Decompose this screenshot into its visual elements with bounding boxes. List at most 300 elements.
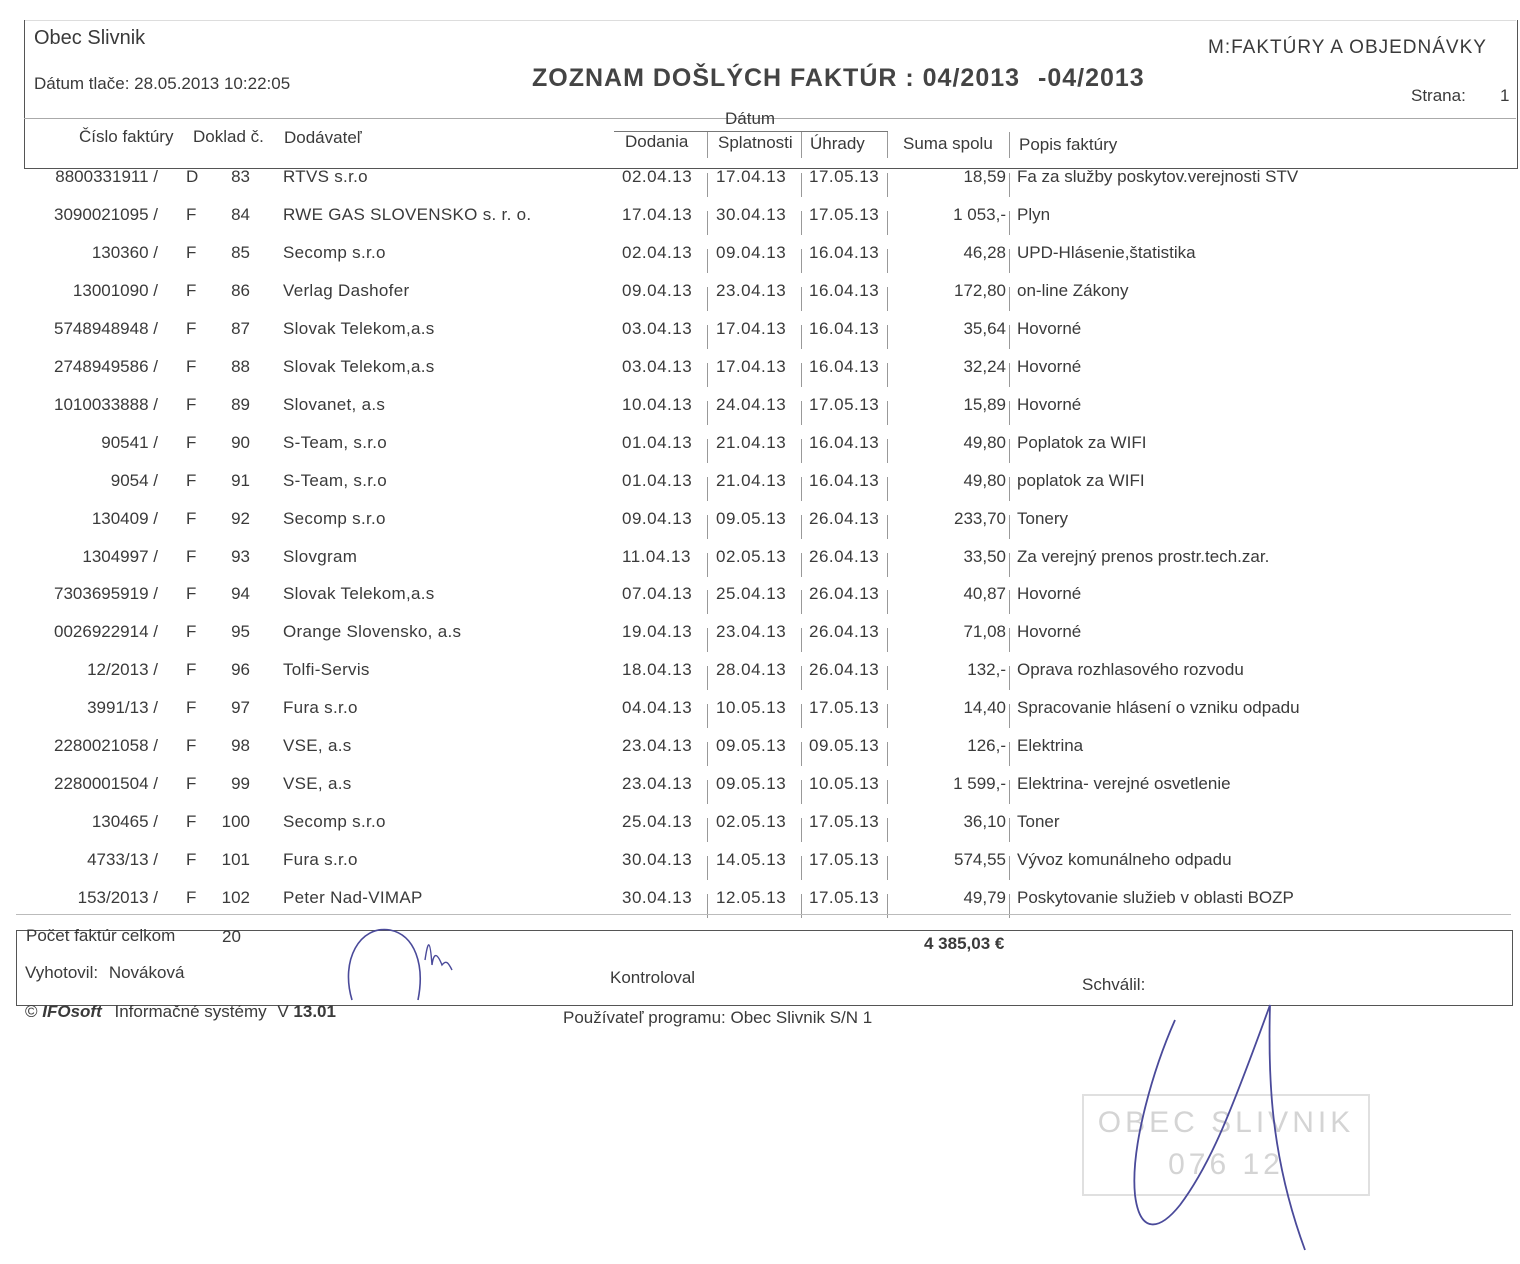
document-number: 101 bbox=[221, 850, 250, 870]
due-date: 09.05.13 bbox=[716, 736, 787, 756]
column-divider bbox=[1009, 553, 1010, 577]
delivery-date: 25.04.13 bbox=[622, 812, 693, 832]
table-row bbox=[0, 660, 1520, 698]
column-divider bbox=[707, 249, 708, 273]
column-divider bbox=[1009, 211, 1010, 235]
document-type: F bbox=[186, 660, 197, 680]
supplier-name: Fura s.r.o bbox=[283, 698, 358, 718]
period-to: 04/2013 bbox=[1047, 64, 1145, 92]
description: Hovorné bbox=[1017, 356, 1082, 376]
document-type: F bbox=[186, 432, 197, 452]
supplier-name: Slovgram bbox=[283, 546, 358, 566]
column-divider bbox=[801, 211, 802, 235]
delivery-date: 02.04.13 bbox=[622, 167, 693, 186]
column-divider bbox=[801, 780, 802, 804]
delivery-date: 04.04.13 bbox=[622, 698, 693, 718]
column-divider bbox=[801, 515, 802, 539]
amount: 46,28 bbox=[963, 242, 1006, 262]
supplier-name: Fura s.r.o bbox=[283, 850, 358, 870]
column-divider bbox=[1009, 666, 1010, 690]
print-date-value: 28.05.2013 10:22:05 bbox=[134, 74, 291, 93]
delivery-date: 11.04.13 bbox=[622, 546, 691, 566]
program-user-label: Používateľ programu: bbox=[563, 1008, 726, 1027]
supplier-name: Tolfi-Servis bbox=[283, 660, 370, 680]
due-date: 02.05.13 bbox=[716, 812, 787, 832]
document-number: 100 bbox=[221, 812, 250, 832]
description: Hovorné bbox=[1017, 622, 1082, 642]
grand-total: 4 385,03 € bbox=[924, 934, 1005, 953]
amount: 15,89 bbox=[963, 394, 1006, 414]
column-divider bbox=[707, 287, 708, 311]
column-divider bbox=[707, 704, 708, 728]
due-date: 14.05.13 bbox=[716, 850, 787, 870]
due-date: 17.04.13 bbox=[716, 318, 787, 338]
program-user-value: Obec Slivnik S/N 1 bbox=[730, 1008, 873, 1027]
column-divider bbox=[707, 553, 708, 577]
col-splatnosti: Splatnosti bbox=[718, 133, 793, 152]
suma-divider bbox=[1009, 132, 1010, 158]
supplier-name: VSE, a.s bbox=[283, 736, 352, 756]
amount: 1 053,- bbox=[953, 204, 1006, 224]
column-divider bbox=[801, 704, 802, 728]
table-row bbox=[0, 774, 1520, 812]
supplier-name: Secomp s.r.o bbox=[283, 812, 386, 832]
stamp-line-2: 076 12 bbox=[1168, 1148, 1284, 1181]
document-type: F bbox=[186, 470, 197, 490]
supplier-name: Orange Slovensko, a.s bbox=[283, 622, 462, 642]
document-number: 94 bbox=[231, 584, 250, 604]
document-type: F bbox=[186, 622, 197, 642]
column-divider bbox=[801, 173, 802, 197]
table-row bbox=[0, 736, 1520, 774]
amount: 40,87 bbox=[963, 584, 1006, 604]
table-row bbox=[0, 698, 1520, 736]
payment-date: 17.05.13 bbox=[809, 394, 880, 414]
invoice-number: 1304997 / bbox=[82, 546, 158, 566]
column-divider bbox=[707, 325, 708, 349]
invoice-number: 130465 / bbox=[91, 812, 158, 832]
payment-date: 16.04.13 bbox=[809, 356, 880, 376]
version-prefix: V bbox=[277, 1002, 289, 1021]
column-divider bbox=[1009, 439, 1010, 463]
column-divider bbox=[1009, 742, 1010, 766]
stamp-line-1: OBEC SLIVNIK bbox=[1097, 1106, 1355, 1139]
invoice-number: 7303695919 / bbox=[54, 584, 158, 604]
col-dodavatel: Dodávateľ bbox=[284, 128, 362, 147]
amount: 49,79 bbox=[963, 888, 1006, 908]
due-date: 09.04.13 bbox=[716, 242, 787, 262]
delivery-date: 23.04.13 bbox=[622, 774, 693, 794]
payment-date: 17.05.13 bbox=[809, 888, 880, 908]
invoice-number: 90541 / bbox=[101, 432, 158, 452]
column-divider bbox=[1009, 287, 1010, 311]
supplier-name: RWE GAS SLOVENSKO s. r. o. bbox=[283, 204, 532, 224]
column-divider bbox=[707, 666, 708, 690]
payment-date: 16.04.13 bbox=[809, 432, 880, 452]
due-date: 30.04.13 bbox=[716, 204, 787, 224]
period-separator: - bbox=[1037, 64, 1048, 92]
column-divider bbox=[707, 780, 708, 804]
table-row bbox=[0, 850, 1520, 888]
invoice-number: 12/2013 / bbox=[87, 660, 158, 680]
document-number: 92 bbox=[231, 508, 250, 528]
supplier-name: RTVS s.r.o bbox=[283, 167, 368, 186]
table-row bbox=[0, 622, 1520, 660]
document-type: F bbox=[186, 736, 197, 756]
column-divider bbox=[887, 780, 888, 804]
column-divider bbox=[801, 553, 802, 577]
version-number: 13.01 bbox=[293, 1002, 336, 1021]
column-divider bbox=[887, 628, 888, 652]
document-type: F bbox=[186, 204, 197, 224]
amount: 49,80 bbox=[963, 432, 1006, 452]
description: poplatok za WIFI bbox=[1017, 470, 1145, 490]
description: Poskytovanie služieb v oblasti BOZP bbox=[1017, 888, 1294, 908]
delivery-date: 30.04.13 bbox=[622, 888, 693, 908]
period-from: 04/2013 bbox=[922, 64, 1021, 92]
due-date: 17.04.13 bbox=[716, 167, 787, 186]
table-row bbox=[0, 471, 1520, 509]
system-name: Informačné systémy bbox=[114, 1002, 267, 1021]
column-divider bbox=[887, 704, 888, 728]
copyright-mark: © bbox=[25, 1002, 38, 1021]
column-divider bbox=[707, 401, 708, 425]
payment-date: 26.04.13 bbox=[809, 508, 880, 528]
supplier-name: Slovak Telekom,a.s bbox=[283, 584, 435, 604]
column-divider bbox=[707, 173, 708, 197]
document-type: F bbox=[186, 812, 197, 832]
supplier-name: Peter Nad-VIMAP bbox=[283, 888, 423, 908]
column-divider bbox=[801, 856, 802, 880]
invoice-number: 8800331911 / bbox=[55, 167, 158, 186]
invoice-number: 3090021095 / bbox=[54, 204, 158, 224]
document-number: 96 bbox=[231, 660, 250, 680]
invoice-number: 130409 / bbox=[91, 508, 158, 528]
payment-date: 17.05.13 bbox=[809, 850, 880, 870]
invoice-number: 1010033888 / bbox=[54, 394, 158, 414]
invoice-number: 4733/13 / bbox=[87, 850, 158, 870]
payment-date: 26.04.13 bbox=[809, 622, 880, 642]
brand-name: IFOsoft bbox=[42, 1002, 102, 1021]
amount: 49,80 bbox=[963, 470, 1006, 490]
column-divider bbox=[887, 666, 888, 690]
description: Toner bbox=[1017, 812, 1060, 832]
amount: 132,- bbox=[967, 660, 1006, 680]
payment-date: 16.04.13 bbox=[809, 280, 880, 300]
description: Hovorné bbox=[1017, 394, 1082, 414]
document-number: 98 bbox=[231, 736, 250, 756]
count-label: Počet faktúr celkom bbox=[26, 926, 176, 945]
due-date: 25.04.13 bbox=[716, 584, 787, 604]
payment-date: 17.05.13 bbox=[809, 167, 880, 186]
document-type: F bbox=[186, 546, 197, 566]
payment-date: 09.05.13 bbox=[809, 736, 880, 756]
document-number: 89 bbox=[231, 394, 250, 414]
invoice-number: 2748949586 / bbox=[54, 356, 158, 376]
amount: 33,50 bbox=[963, 546, 1006, 566]
payment-date: 10.05.13 bbox=[809, 774, 880, 794]
column-divider bbox=[1009, 780, 1010, 804]
invoice-number: 130360 / bbox=[91, 242, 158, 262]
column-divider bbox=[707, 628, 708, 652]
column-divider bbox=[887, 515, 888, 539]
document-type: F bbox=[186, 394, 197, 414]
column-divider bbox=[887, 553, 888, 577]
document-number: 87 bbox=[231, 318, 250, 338]
program-user bbox=[563, 1008, 872, 1028]
table-row bbox=[0, 812, 1520, 850]
description: Tonery bbox=[1017, 508, 1069, 528]
description: Za verejný prenos prostr.tech.zar. bbox=[1017, 546, 1270, 566]
due-date: 12.05.13 bbox=[716, 888, 787, 908]
column-divider bbox=[887, 742, 888, 766]
invoice-number: 13001090 / bbox=[72, 280, 158, 300]
description: Poplatok za WIFI bbox=[1017, 432, 1147, 452]
column-divider bbox=[1009, 856, 1010, 880]
document-type: F bbox=[186, 508, 197, 528]
table-row bbox=[0, 205, 1520, 243]
prepared-label: Vyhotovil: bbox=[25, 963, 99, 982]
description: Fa za služby poskytov.verejnosti STV bbox=[1017, 167, 1299, 186]
print-date-label: Dátum tlače: bbox=[34, 74, 130, 93]
document-number: 83 bbox=[231, 167, 250, 186]
amount: 574,55 bbox=[954, 850, 1006, 870]
delivery-date: 17.04.13 bbox=[622, 204, 693, 224]
description: Oprava rozhlasového rozvodu bbox=[1017, 660, 1244, 680]
invoice-number: 5748948948 / bbox=[54, 318, 158, 338]
description: Elektrina- verejné osvetlenie bbox=[1017, 774, 1231, 794]
due-date: 23.04.13 bbox=[716, 622, 787, 642]
payment-date: 17.05.13 bbox=[809, 698, 880, 718]
column-divider bbox=[801, 666, 802, 690]
amount: 126,- bbox=[967, 736, 1006, 756]
column-divider bbox=[801, 363, 802, 387]
delivery-date: 30.04.13 bbox=[622, 850, 693, 870]
table-row bbox=[0, 395, 1520, 433]
delivery-date: 03.04.13 bbox=[622, 356, 693, 376]
due-date: 09.05.13 bbox=[716, 508, 787, 528]
datum-divider-3 bbox=[887, 132, 888, 158]
column-divider bbox=[801, 325, 802, 349]
description: on-line Zákony bbox=[1017, 280, 1129, 300]
document-type: D bbox=[186, 167, 199, 186]
amount: 71,08 bbox=[963, 622, 1006, 642]
prepared-by bbox=[25, 963, 184, 983]
document-number: 99 bbox=[231, 774, 250, 794]
datum-divider-1 bbox=[707, 132, 708, 158]
org-name: Obec Slivnik bbox=[34, 27, 146, 49]
column-divider bbox=[707, 211, 708, 235]
document-type: F bbox=[186, 774, 197, 794]
column-divider bbox=[707, 856, 708, 880]
table-row bbox=[0, 357, 1520, 395]
description: Elektrina bbox=[1017, 736, 1084, 756]
column-divider bbox=[801, 401, 802, 425]
payment-date: 16.04.13 bbox=[809, 242, 880, 262]
column-divider bbox=[707, 363, 708, 387]
payment-date: 17.05.13 bbox=[809, 812, 880, 832]
print-date bbox=[34, 74, 290, 94]
document-type: F bbox=[186, 888, 197, 908]
col-doklad: Doklad č. bbox=[193, 127, 264, 146]
amount: 36,10 bbox=[963, 812, 1006, 832]
column-divider bbox=[801, 439, 802, 463]
module-name: M:FAKTÚRY A OBJEDNÁVKY bbox=[1208, 37, 1487, 58]
column-divider bbox=[887, 856, 888, 880]
column-divider bbox=[1009, 325, 1010, 349]
title-prefix: ZOZNAM DOŠLÝCH FAKTÚR : bbox=[532, 64, 915, 92]
delivery-date: 01.04.13 bbox=[622, 470, 693, 490]
document-type: F bbox=[186, 698, 197, 718]
delivery-date: 01.04.13 bbox=[622, 432, 693, 452]
checked-label: Kontroloval bbox=[610, 968, 696, 987]
delivery-date: 02.04.13 bbox=[622, 242, 693, 262]
column-divider bbox=[887, 249, 888, 273]
column-divider bbox=[887, 325, 888, 349]
due-date: 17.04.13 bbox=[716, 356, 787, 376]
delivery-date: 23.04.13 bbox=[622, 736, 693, 756]
document-type: F bbox=[186, 850, 197, 870]
payment-date: 16.04.13 bbox=[809, 318, 880, 338]
column-divider bbox=[801, 628, 802, 652]
amount: 14,40 bbox=[963, 698, 1006, 718]
document-number: 93 bbox=[231, 546, 250, 566]
supplier-name: Verlag Dashofer bbox=[283, 280, 410, 300]
document-number: 85 bbox=[231, 242, 250, 262]
due-date: 21.04.13 bbox=[716, 432, 787, 452]
prepared-name: Nováková bbox=[108, 963, 185, 982]
col-suma: Suma spolu bbox=[903, 134, 993, 153]
signature-approved bbox=[1120, 995, 1320, 1255]
column-divider bbox=[1009, 704, 1010, 728]
table-row bbox=[0, 509, 1520, 547]
column-divider bbox=[887, 818, 888, 842]
column-divider bbox=[887, 477, 888, 501]
supplier-name: S-Team, s.r.o bbox=[283, 432, 388, 452]
due-date: 23.04.13 bbox=[716, 280, 787, 300]
description: Plyn bbox=[1017, 204, 1051, 224]
column-divider bbox=[887, 439, 888, 463]
column-divider bbox=[887, 401, 888, 425]
due-date: 21.04.13 bbox=[716, 470, 787, 490]
col-dodania: Dodania bbox=[625, 132, 689, 151]
document-type: F bbox=[186, 280, 197, 300]
column-divider bbox=[1009, 249, 1010, 273]
payment-date: 26.04.13 bbox=[809, 584, 880, 604]
col-cislo: Číslo faktúry bbox=[79, 127, 174, 146]
footer-top-rule bbox=[16, 914, 1511, 915]
supplier-name: Slovak Telekom,a.s bbox=[283, 356, 435, 376]
column-divider bbox=[1009, 401, 1010, 425]
column-divider bbox=[707, 515, 708, 539]
supplier-name: Secomp s.r.o bbox=[283, 242, 386, 262]
document-number: 84 bbox=[231, 204, 250, 224]
payment-date: 17.05.13 bbox=[809, 204, 880, 224]
column-divider bbox=[887, 173, 888, 197]
payment-date: 26.04.13 bbox=[809, 546, 880, 566]
column-divider bbox=[1009, 628, 1010, 652]
report-title bbox=[532, 64, 1145, 93]
column-divider bbox=[801, 287, 802, 311]
delivery-date: 10.04.13 bbox=[622, 394, 693, 414]
page-label: Strana: bbox=[1411, 86, 1466, 105]
column-divider bbox=[707, 590, 708, 614]
signature-prepared bbox=[330, 920, 470, 1010]
document-type: F bbox=[186, 242, 197, 262]
column-divider bbox=[887, 590, 888, 614]
amount: 18,59 bbox=[963, 167, 1006, 186]
supplier-name: Secomp s.r.o bbox=[283, 508, 386, 528]
column-divider bbox=[707, 742, 708, 766]
delivery-date: 09.04.13 bbox=[622, 280, 693, 300]
due-date: 24.04.13 bbox=[716, 394, 787, 414]
due-date: 10.05.13 bbox=[716, 698, 787, 718]
col-uhrady: Úhrady bbox=[810, 134, 865, 153]
software-info bbox=[25, 1002, 336, 1022]
amount: 172,80 bbox=[954, 280, 1006, 300]
invoice-number: 9054 / bbox=[110, 470, 158, 490]
column-divider bbox=[707, 818, 708, 842]
document-number: 88 bbox=[231, 356, 250, 376]
document-number: 95 bbox=[231, 622, 250, 642]
amount: 32,24 bbox=[963, 356, 1006, 376]
table-row bbox=[0, 547, 1520, 585]
approved-label: Schválil: bbox=[1082, 975, 1146, 994]
amount: 1 599,- bbox=[953, 774, 1006, 794]
column-divider bbox=[707, 439, 708, 463]
description: Spracovanie hlásení o vzniku odpadu bbox=[1017, 698, 1300, 718]
invoice-number: 153/2013 / bbox=[77, 888, 158, 908]
column-divider bbox=[801, 818, 802, 842]
column-divider bbox=[801, 742, 802, 766]
col-datum: Dátum bbox=[725, 109, 776, 128]
document-number: 86 bbox=[231, 280, 250, 300]
column-divider bbox=[801, 249, 802, 273]
payment-date: 16.04.13 bbox=[809, 470, 880, 490]
column-divider bbox=[801, 477, 802, 501]
column-divider bbox=[1009, 363, 1010, 387]
supplier-name: VSE, a.s bbox=[283, 774, 352, 794]
column-divider bbox=[1009, 477, 1010, 501]
document-number: 97 bbox=[231, 698, 250, 718]
invoice-number: 3991/13 / bbox=[87, 698, 158, 718]
table-row bbox=[0, 888, 1520, 926]
document-type: F bbox=[186, 318, 197, 338]
column-divider bbox=[801, 590, 802, 614]
description: Hovorné bbox=[1017, 584, 1082, 604]
delivery-date: 07.04.13 bbox=[622, 584, 693, 604]
delivery-date: 19.04.13 bbox=[622, 622, 693, 642]
supplier-name: Slovanet, a.s bbox=[283, 394, 386, 414]
column-divider bbox=[1009, 818, 1010, 842]
table-row bbox=[0, 433, 1520, 471]
delivery-date: 09.04.13 bbox=[622, 508, 693, 528]
document-number: 90 bbox=[231, 432, 250, 452]
description: UPD-Hlásenie,štatistika bbox=[1017, 242, 1196, 262]
delivery-date: 03.04.13 bbox=[622, 318, 693, 338]
column-divider bbox=[887, 363, 888, 387]
supplier-name: Slovak Telekom,a.s bbox=[283, 318, 435, 338]
column-divider bbox=[887, 211, 888, 235]
column-divider bbox=[707, 477, 708, 501]
invoice-number: 0026922914 / bbox=[54, 622, 158, 642]
invoice-number: 2280021058 / bbox=[54, 736, 158, 756]
table-row bbox=[0, 319, 1520, 357]
col-popis: Popis faktúry bbox=[1019, 135, 1118, 154]
description: Hovorné bbox=[1017, 318, 1082, 338]
column-divider bbox=[1009, 515, 1010, 539]
document-number: 102 bbox=[221, 888, 250, 908]
